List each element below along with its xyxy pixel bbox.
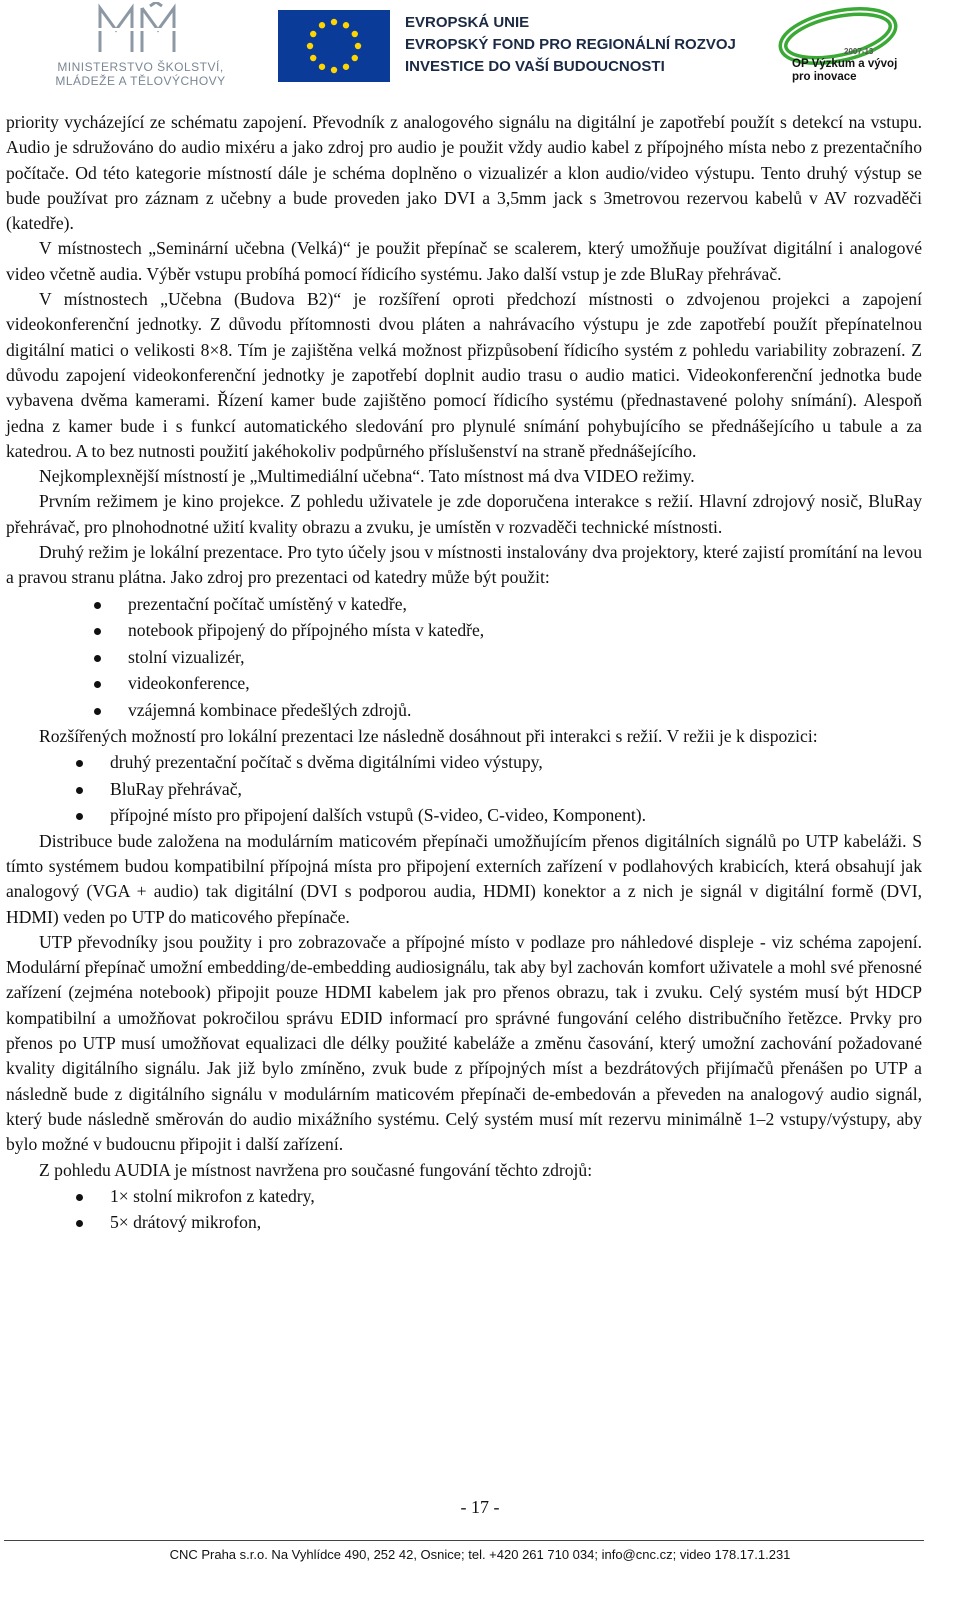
paragraph: V místnostech „Učebna (Budova B2)“ je rozšíření oproti předchozí místnosti o zdvojenou projekci a zapojení videokonferenční jednotky. Z důvodu přítomnosti dvou pláten a nahrávacího výstupu je zde zapotřebí použít přepínatelnou digitální matici o velikosti 8×8. Tím je zajištěna velká možnost přizpůsobení řídicího systém z pohledu variability zobrazení. Z důvodu zapojení videokonferenční jednotky je zapotřebí doplnit audio trasu o audio matici. Videokonferenční jednotka bude vybavena dvěma kamerami. Řízení kamer bude zajištěno pomocí řídicího systému (přednastavené polohy snímání). Alespoň jedna z kamer bude i s funkcí automatického sledování pro plynulé snímání pohybujícího se přednášejícího u tabule a za katedrou. A to bez nutnosti použití jakéhokoliv podpůrného příslušenství na straně přednášejícího.: [6, 289, 922, 461]
msmt-text: [48, 60, 233, 88]
paragraph: V místnostech „Seminární učebna (Velká)“ je použit přepínač se scalerem, který umožňuje používat digitální i analogové video včetně audia. Výběr vstupu probíhá pomocí řídicího systému. Jako další vstup je zde BluRay přehrávač.: [6, 238, 922, 284]
eu-star-icon: [310, 31, 316, 37]
bullet-icon: [94, 681, 101, 688]
list-item: [6, 591, 922, 618]
page-number: - 17 -: [460, 1497, 500, 1517]
msmt-line-1: MINISTERSTVO ŠKOLSTVÍ,: [57, 60, 224, 74]
eu-line-2: EVROPSKÝ FOND PRO REGIONÁLNÍ ROZVOJ: [405, 36, 736, 53]
bullet-icon: [94, 708, 101, 715]
list-item: [6, 1183, 922, 1210]
list-item: [6, 617, 922, 644]
eu-star-icon: [343, 64, 349, 70]
op-line-2: pro inovace: [792, 71, 857, 83]
eu-star-icon: [319, 64, 325, 70]
op-text: [792, 58, 897, 84]
source-list: [6, 591, 922, 724]
paragraph: Druhý režim je lokální prezentace. Pro tyto účely jsou v místnosti instalovány dva projektory, které zajistí promítání na levou a pravou stranu plátna. Jako zdroj pro prezentaci od katedry může být použit:: [6, 542, 922, 588]
eu-star-icon: [343, 22, 349, 28]
eu-star-icon: [352, 31, 358, 37]
paragraph: Nejkomplexnější místností je „Multimediální učebna“. Tato místnost má dva VIDEO režimy.: [39, 466, 695, 487]
list-item-text: prezentační počítač umístěný v katedře,: [128, 593, 407, 614]
list-item-text: BluRay přehrávač,: [110, 778, 242, 799]
list-item-text: přípojné místo pro připojení dalších vstupů (S-video, C-video, Komponent).: [110, 805, 647, 826]
bullet-icon: [94, 655, 101, 662]
bullet-icon: [76, 760, 83, 767]
paragraph: Z pohledu AUDIA je místnost navržena pro současné fungování těchto zdrojů:: [39, 1159, 593, 1180]
bullet-icon: [94, 602, 101, 609]
bullet-icon: [94, 628, 101, 635]
paragraph: Distribuce bude založena na modulárním maticovém přepínači umožňujícím přenos digitálních signálů po UTP kabeláži. S tímto systémem budou kompatibilní přípojná místa pro připojení externích zařízení v podlahových krabicích, která obsahují jak analogový (VGA + audio) tak digitální (DVI s podporou audia, HDMI) konektor a z nich je signál v digitální formě (DVI, HDMI) veden po UTP do maticového přepínače.: [6, 830, 922, 927]
list-item: [6, 697, 922, 724]
list-item-text: druhý prezentační počítač s dvěma digitálními video výstupy,: [110, 751, 543, 772]
eu-line-3: INVESTICE DO VAŠÍ BUDOUCNOSTI: [405, 58, 665, 75]
eu-star-icon: [307, 43, 313, 49]
paragraph: Prvním režimem je kino projekce. Z pohledu uživatele je zde doporučena interakce s režií. Hlavní zdrojový nosič, BluRay přehrávač, pro plnohodnotné užití kvality obrazu a zvuku, je umístěn v rozvaděči technické místnosti.: [6, 491, 922, 537]
eu-star-icon: [355, 43, 361, 49]
list-item-text: 1× stolní mikrofon z katedry,: [110, 1185, 315, 1206]
list-item-text: notebook připojený do přípojného místa v katedře,: [128, 620, 485, 641]
list-item-text: stolní vizualizér,: [128, 646, 245, 667]
footer-divider: [4, 1540, 924, 1541]
page-footer: CNC Praha s.r.o. Na Vyhlídce 490, 252 42, Osnice; tel. +420 261 710 034; info@cnc.cz; video 178.17.1.231: [169, 1547, 791, 1562]
eu-star-icon: [331, 67, 337, 73]
list-item: [6, 1209, 922, 1236]
rezie-list: [6, 749, 922, 829]
list-item-text: vzájemná kombinace předešlých zdrojů.: [128, 700, 412, 721]
list-item: [6, 802, 922, 829]
list-item-text: 5× drátový mikrofon,: [110, 1212, 262, 1233]
list-item: [6, 644, 922, 671]
list-item: [6, 776, 922, 803]
page-header: [0, 0, 960, 95]
msmt-line-2: MLÁDEŽE A TĚLOVÝCHOVY: [55, 74, 226, 88]
eu-star-icon: [319, 22, 325, 28]
list-item: [6, 749, 922, 776]
op-line-1: OP Výzkum a vývoj: [792, 58, 898, 70]
paragraph: UTP převodníky jsou použity i pro zobrazovače a přípojné místo v podlaze pro náhledové displeje - viz schéma zapojení. Modulární přepínač umožní embedding/de-embedding audiosignálu, tak aby byl zachován komfort uživatele a mohl své přenosné zařízení (zejména notebook) připojit pouze HDMI kabelem jak pro přenos obrazu, tak i zvuku. Celý systém musí být HDCP kompatibilní a umožňovat pokročilou správu EDID informací pro správné fungování celého distribučního řetězce. Prvky pro přenos po UTP musí umožňovat equalizaci dle délky použité kabeláže a změnu časování, který umožní zachování požadované kvality digitálního signálu. Jak již bylo zmíněno, zvuk bude z přípojných míst a bezdrátových přijímačů přenášen po UTP a následně bude z digitálního signálu v modulárním maticovém přepínači de-embedován a převeden na analogový audio signál, který bude následně směrován do audio mixážního systému. Celý systém musí mít rezervu minimálně 1–2 vstupy/výstupy, aby bylo možné v budoucnu připojit i další zařízení.: [6, 931, 922, 1155]
bullet-icon: [76, 787, 83, 794]
op-years: 2007-13: [844, 47, 874, 56]
document-body: [6, 110, 922, 1236]
list-item-text: videokonference,: [128, 673, 250, 694]
bullet-icon: [76, 1220, 83, 1227]
eu-star-icon: [331, 19, 337, 25]
eu-star-icon: [310, 55, 316, 61]
eu-text: [405, 12, 736, 78]
bullet-icon: [76, 813, 83, 820]
eu-flag-logo: [278, 10, 390, 82]
paragraph: priority vycházející ze schématu zapojení. Převodník z analogového signálu na digitální je zapotřebí použít s detekcí na vstupu. Audio je sdružováno do audio mixéru a jako zdroj pro audio je použit vždy audio kabel z přípojného místa nebo z prezentačního počítače. Od této kategorie místností dále je schéma doplněno o vizualizér a klon audio/video výstupu. Tento druhý výstup se bude používat pro záznam z učebny a bude proveden jako DVI a 3,5mm jack s 3metrovou rezervou kabelů v AV rozvaděči (katedře).: [6, 112, 922, 234]
paragraph: Rozšířených možností pro lokální prezentaci lze následně dosáhnout při interakci s režií. V režii je k dispozici:: [39, 725, 818, 746]
eu-star-icon: [352, 55, 358, 61]
list-item: [6, 670, 922, 697]
eu-line-1: EVROPSKÁ UNIE: [405, 14, 530, 31]
bullet-icon: [76, 1194, 83, 1201]
audio-list: [6, 1183, 922, 1236]
